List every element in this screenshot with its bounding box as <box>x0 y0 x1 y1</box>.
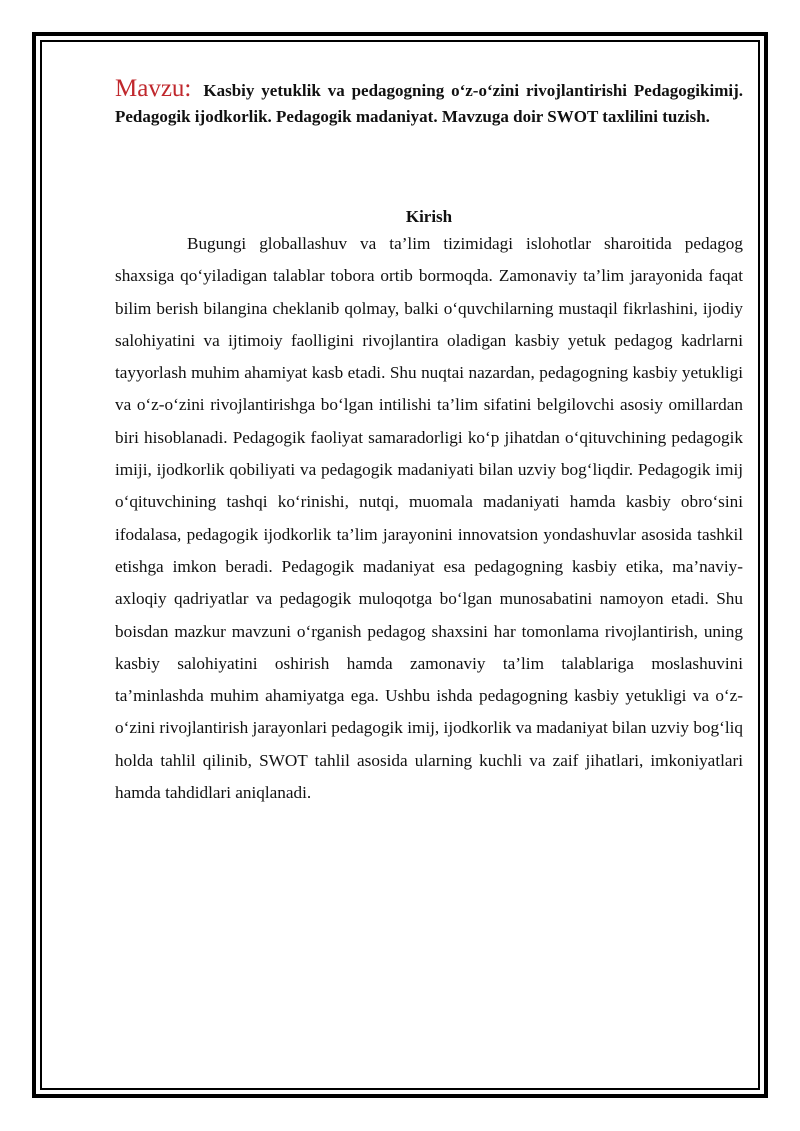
section-heading: Kirish <box>405 207 453 226</box>
document-content <box>115 76 743 809</box>
topic-label: Mavzu: <box>115 75 192 102</box>
intro-paragraph: Bugungi globallashuv va ta’lim tizimidagi islohotlar sharoitida pedagog shaxsiga qo‘yiladigan talablar tobora ortib bormoqda. Zamonaviy ta’lim jarayonida faqat bilim berish bilangina cheklanib qolmay, balki o‘quvchilarning mustaqil fikrlashini, ijodiy salohiyatini va ijtimoiy faolligini rivojlantira oladigan kasbiy yetuk pedagog kadrlarni tayyorlash muhim ahamiyat kasb etadi. Shu nuqtai nazardan, pedagogning kasbiy yetukligi va o‘z-o‘zini rivojlantirishga bo‘lgan intilishi ta’lim sifatini belgilovchi asosiy omillardan biri hisoblanadi. Pedagogik faoliyat samaradorligi ko‘p jihatdan o‘qituvchining pedagogik imiji, ijodkorlik qobiliyati va pedagogik madaniyati bilan uzviy bog‘liqdir. Pedagogik imij o‘qituvchining tashqi ko‘rinishi, nutqi, muomala madaniyati hamda kasbiy obro‘sini ifodalasa, pedagogik ijodkorlik ta’lim jarayonini innovatsion yondashuvlar asosida tashkil etishga imkon beradi. Pedagogik madaniyat esa pedagogning kasbiy etika, ma’naviy-axloqiy qadriyatlar va pedagogik muloqotga bo‘lgan munosabatini namoyon etadi. Shu boisdan mazkur mavzuni o‘rganish pedagog shaxsini har tomonlama rivojlantirish, uning kasbiy salohiyatini oshirish hamda zamonaviy ta’lim talablariga moslashuvini ta’minlashda muhim ahamiyatga ega. Ushbu ishda pedagogning kasbiy yetukligi va o‘z-o‘zini rivojlantirish jarayonlari pedagogik imij, ijodkorlik va madaniyat bilan uzviy bog‘liq holda tahlil qilinib, SWOT tahlil asosida ularning kuchli va zaif jihatlari, imkoniyatlari hamda tahdidlari aniqlanadi. <box>115 234 743 803</box>
topic-text: Kasbiy yetuklik va pedagogning o‘z-o‘zini rivojlantirishi Pedagogikimij. Pedagogik ijodkorlik. Pedagogik madaniyat. Mavzuga doir SWOT taxlilini tuzish. <box>115 81 743 126</box>
topic-title <box>115 76 743 130</box>
